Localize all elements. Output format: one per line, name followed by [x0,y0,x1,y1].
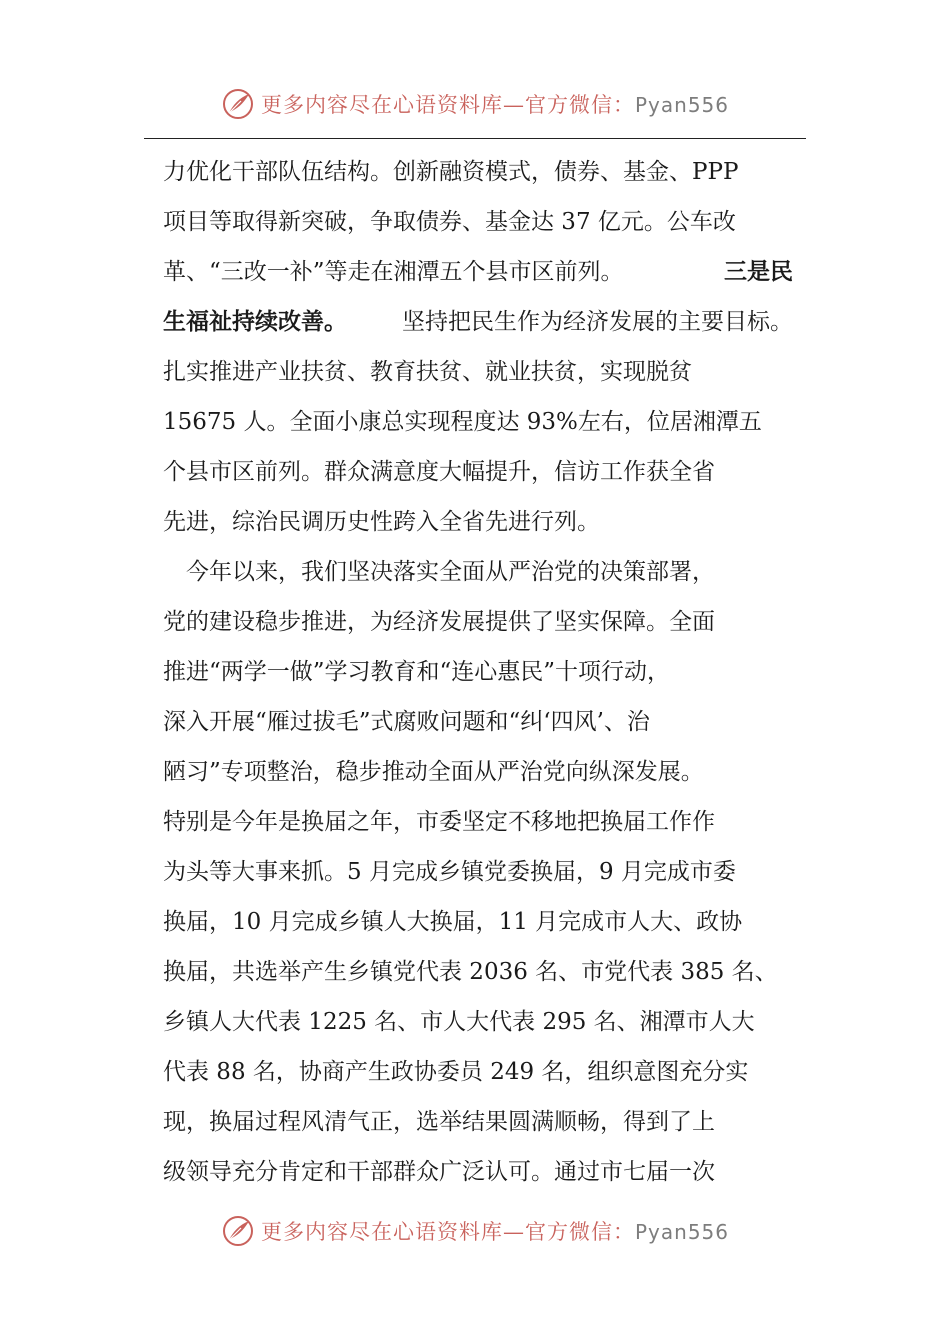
text-line: 个县市区前列。群众满意度大幅提升，信访工作获全省 [163,459,715,485]
bold-heading-segment: 三是民 [724,259,793,285]
banner-wechat-id: Pyan556 [634,93,729,117]
footer-banner [0,1211,950,1251]
text-line: 现，换届过程风清气正，选举结果圆满顺畅，得到了上 [163,1109,715,1135]
text-line: 乡镇人大代表 1225 名、市人大代表 295 名、湘潭市人大 [163,1009,755,1035]
text-line [163,297,793,347]
text-line: 为头等大事来抓。5 月完成乡镇党委换届，9 月完成市委 [163,859,736,885]
banner-slogan: 更多内容尽在心语资料库—官方微信： [260,93,635,117]
header-banner [0,84,950,124]
text-line: 扎实推进产业扶贫、教育扶贫、就业扶贫，实现脱贫 [163,359,692,385]
feather-pen-logo-icon [221,87,255,121]
text-line: 陋习”专项整治，稳步推动全面从严治党向纵深发展。 [163,759,704,785]
text-line: 代表 88 名，协商产生政协委员 249 名，组织意图充分实 [163,1059,749,1085]
text-line: 力优化干部队伍结构。创新融资模式，债券、基金、PPP [163,159,739,185]
text-line [163,247,793,297]
banner-text [261,1216,729,1246]
text-line: 换届，10 月完成乡镇人大换届，11 月完成市人大、政协 [163,909,743,935]
banner-text [261,89,729,119]
text-line: 15675 人。全面小康总实现程度达 93%左右，位居湘潭五 [163,409,762,435]
text-line: 项目等取得新突破，争取债券、基金达 37 亿元。公车改 [163,209,736,235]
header-divider [144,138,806,139]
text-line: 党的建设稳步推进，为经济发展提供了坚实保障。全面 [163,609,715,635]
banner-wechat-id: Pyan556 [634,1220,729,1244]
text-line: 级领导充分肯定和干部群众广泛认可。通过市七届一次 [163,1159,715,1185]
text-line: 换届，共选举产生乡镇党代表 2036 名、市党代表 385 名、 [163,959,778,985]
document-body [163,147,793,1197]
text-segment: 坚持把民生作为经济发展的主要目标。 [402,309,793,335]
text-line: 深入开展“雁过拔毛”式腐败问题和“纠‘四风’、治 [163,709,650,735]
text-line: 推进“两学一做”学习教育和“连心惠民”十项行动， [163,659,671,685]
feather-pen-logo-icon [221,1214,255,1248]
bold-heading-segment: 生福祉持续改善。 [163,309,347,335]
banner-slogan: 更多内容尽在心语资料库—官方微信： [260,1220,635,1244]
text-line-paragraph-start: 今年以来，我们坚决落实全面从严治党的决策部署， [163,559,715,585]
text-line: 先进，综治民调历史性跨入全省先进行列。 [163,509,600,535]
text-segment: 革、“三改一补”等走在湘潭五个县市区前列。 [163,259,624,285]
text-line: 特别是今年是换届之年，市委坚定不移地把换届工作作 [163,809,715,835]
